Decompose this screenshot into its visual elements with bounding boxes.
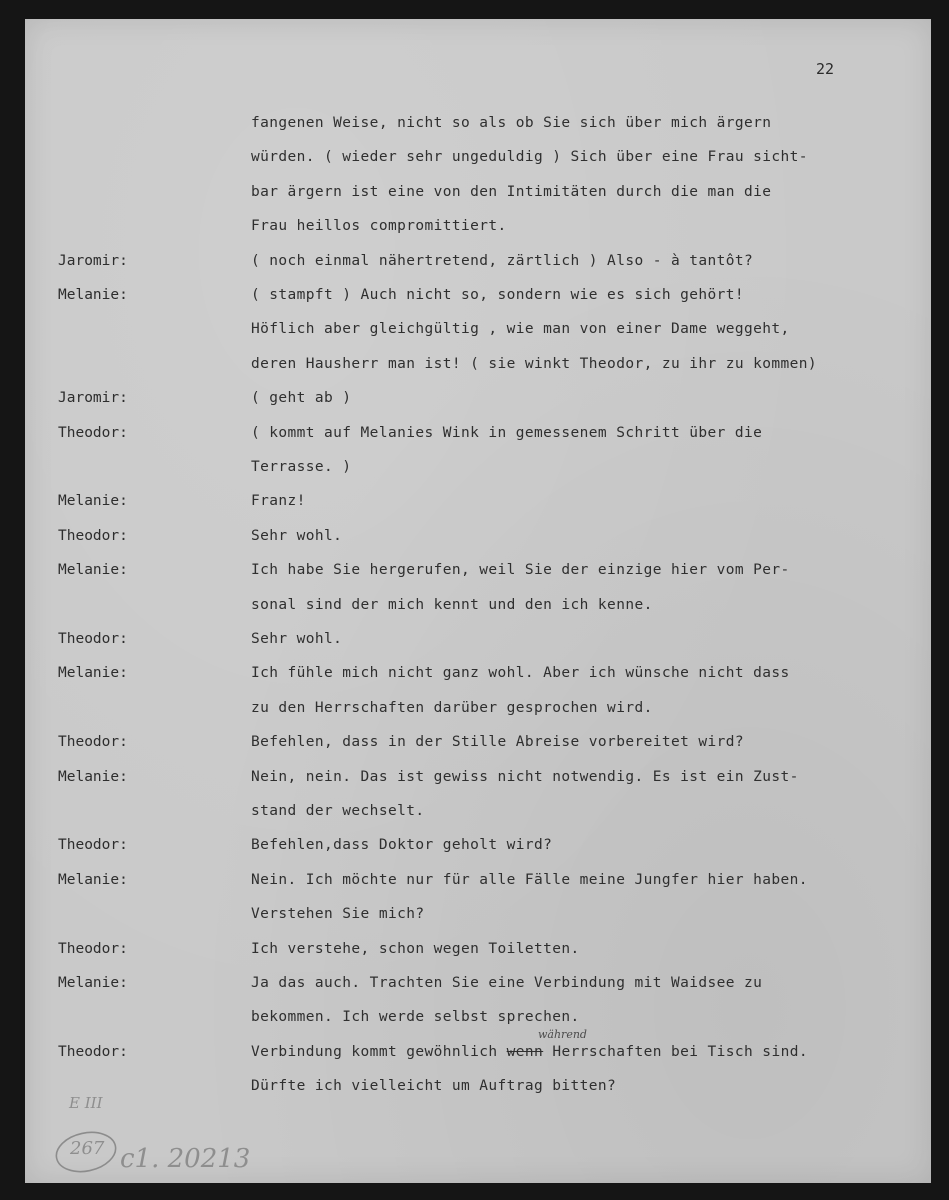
page-number: 22 [816, 60, 835, 78]
script-row [0, 356, 949, 382]
dialogue-line [251, 1009, 580, 1025]
dialogue-line [251, 975, 762, 991]
dialogue-text: zu den Herrschaften darüber gesprochen wird. [251, 700, 653, 716]
archive-mark-number: c1. 20213 [120, 1144, 251, 1174]
dialogue-line [251, 390, 351, 406]
script-row [0, 975, 949, 1001]
dialogue-line [251, 287, 744, 303]
dialogue-text: Höflich aber gleichgültig , wie man von einer Dame weggeht, [251, 321, 790, 337]
script-row [0, 803, 949, 829]
dialogue-text: ( geht ab ) [251, 390, 352, 406]
script-row [0, 872, 949, 898]
dialogue-line [251, 253, 753, 269]
dialogue-line [251, 631, 342, 647]
dialogue-line [251, 597, 653, 613]
dialogue-text-continued: Herrschaften bei Tisch sind. [552, 1044, 808, 1060]
speaker-label: Theodor: [58, 631, 128, 647]
dialogue-text: Sehr wohl. [251, 631, 343, 647]
script-row [0, 115, 949, 141]
speaker-label: Jaromir: [58, 253, 128, 269]
dialogue-text: Franz! [251, 493, 306, 509]
script-row [0, 253, 949, 279]
handwritten-correction: während [538, 1028, 587, 1041]
dialogue-line [251, 769, 799, 785]
dialogue-line [251, 837, 552, 853]
dialogue-line [251, 356, 817, 372]
dialogue-line [251, 941, 580, 957]
script-row [0, 665, 949, 691]
dialogue-text: Befehlen,dass Doktor geholt wird? [251, 837, 553, 853]
script-row [0, 734, 949, 760]
script-row [0, 459, 949, 485]
dialogue-text: Nein, nein. Das ist gewiss nicht notwendig. Es ist ein Zust- [251, 769, 799, 785]
dialogue-text: Sehr wohl. [251, 528, 343, 544]
script-row [0, 425, 949, 451]
speaker-label: Theodor: [58, 528, 128, 544]
script-row [0, 1028, 949, 1070]
dialogue-line [251, 493, 306, 509]
script-row [0, 184, 949, 210]
speaker-label: Theodor: [58, 1044, 128, 1060]
dialogue-text: Ich fühle mich nicht ganz wohl. Aber ich wünsche nicht dass [251, 665, 790, 681]
speaker-label: Melanie: [58, 287, 128, 303]
archive-marks [50, 1094, 290, 1179]
dialogue-text: Verstehen Sie mich? [251, 906, 425, 922]
dialogue-text: Verbindung kommt gewöhnlich [251, 1044, 498, 1060]
archive-mark-circle: 267 [70, 1138, 105, 1159]
dialogue-text: sonal sind der mich kennt und den ich kenne. [251, 597, 653, 613]
dialogue-line [251, 149, 808, 165]
dialogue-line [251, 1044, 808, 1060]
dialogue-text: fangenen Weise, nicht so als ob Sie sich über mich ärgern [251, 115, 772, 131]
dialogue-text: stand der wechselt. [251, 803, 425, 819]
script-row [0, 218, 949, 244]
script-row [0, 906, 949, 932]
dialogue-text: Frau heillos compromittiert. [251, 218, 507, 234]
archive-mark-top: E III [69, 1094, 103, 1112]
speaker-label: Theodor: [58, 425, 128, 441]
dialogue-line [251, 459, 351, 475]
dialogue-text: Nein. Ich möchte nur für alle Fälle meine Jungfer hier haben. [251, 872, 808, 888]
dialogue-line [251, 218, 507, 234]
speaker-label: Melanie: [58, 493, 128, 509]
speaker-label: Theodor: [58, 734, 128, 750]
dialogue-text: deren Hausherr man ist! ( sie winkt Theodor, zu ihr zu kommen) [251, 356, 818, 372]
script-row [0, 390, 949, 416]
script-row [0, 700, 949, 726]
dialogue-line [251, 665, 790, 681]
dialogue-line [251, 184, 771, 200]
script-row [0, 597, 949, 623]
dialogue-text: Befehlen, dass in der Stille Abreise vorbereitet wird? [251, 734, 745, 750]
struck-word: wenn [506, 1044, 544, 1060]
script-row [0, 493, 949, 519]
script-row [0, 631, 949, 657]
script-row [0, 149, 949, 175]
speaker-label: Melanie: [58, 665, 128, 681]
dialogue-line [251, 528, 342, 544]
script-row [0, 562, 949, 588]
dialogue-text: Ich verstehe, schon wegen Toiletten. [251, 941, 580, 957]
dialogue-line [251, 700, 653, 716]
dialogue-text: Ich habe Sie hergerufen, weil Sie der einzige hier vom Per- [251, 562, 790, 578]
dialogue-line [251, 115, 771, 131]
dialogue-text: ( stampft ) Auch nicht so, sondern wie es sich gehört! [251, 287, 745, 303]
dialogue-text: Terrasse. ) [251, 459, 352, 475]
speaker-label: Jaromir: [58, 390, 128, 406]
dialogue-line [251, 562, 790, 578]
dialogue-text: Ja das auch. Trachten Sie eine Verbindung mit Waidsee zu [251, 975, 763, 991]
dialogue-text: würden. ( wieder sehr ungeduldig ) Sich über eine Frau sicht- [251, 149, 808, 165]
script-row [0, 941, 949, 967]
dialogue-text: bar ärgern ist eine von den Intimitäten durch die man die [251, 184, 772, 200]
script-row [0, 837, 949, 863]
speaker-label: Melanie: [58, 872, 128, 888]
dialogue-text: bekommen. Ich werde selbst sprechen. [251, 1009, 580, 1025]
speaker-label: Theodor: [58, 837, 128, 853]
dialogue-line [251, 321, 790, 337]
dialogue-line [251, 906, 424, 922]
script-row [0, 287, 949, 313]
speaker-label: Melanie: [58, 975, 128, 991]
dialogue-text: Dürfte ich vielleicht um Auftrag bitten? [251, 1078, 617, 1094]
dialogue-line [251, 734, 744, 750]
script-row [0, 321, 949, 347]
dialogue-line [251, 425, 762, 441]
dialogue-line [251, 872, 808, 888]
speaker-label: Melanie: [58, 562, 128, 578]
speaker-label: Theodor: [58, 941, 128, 957]
script-row [0, 769, 949, 795]
speaker-label: Melanie: [58, 769, 128, 785]
script-row [0, 1009, 949, 1035]
dialogue-text: ( kommt auf Melanies Wink in gemessenem Schritt über die [251, 425, 763, 441]
dialogue-text: ( noch einmal nähertretend, zärtlich ) Also - à tantôt? [251, 253, 754, 269]
script-row [0, 528, 949, 554]
dialogue-line [251, 1078, 616, 1094]
dialogue-line [251, 803, 424, 819]
